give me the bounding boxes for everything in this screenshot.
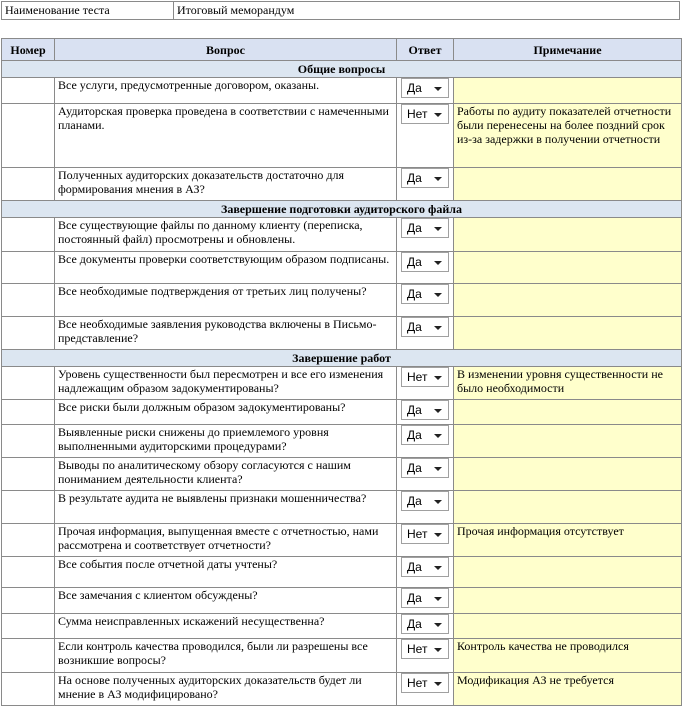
chevron-down-icon[interactable] [434, 648, 442, 652]
answer-cell [397, 588, 454, 614]
note-cell[interactable]: Модификация АЗ не требуется [454, 673, 682, 706]
chevron-down-icon[interactable] [434, 500, 442, 504]
section-title: Завершение работ [2, 350, 682, 367]
row-number-cell[interactable] [2, 588, 55, 614]
row-number-cell[interactable] [2, 104, 55, 168]
note-cell[interactable] [454, 284, 682, 317]
row-number-cell[interactable] [2, 400, 55, 425]
table-row [2, 252, 682, 284]
answer-cell [397, 491, 454, 524]
question-cell: Все замечания с клиентом обсуждены? [55, 588, 397, 614]
row-number-cell[interactable] [2, 284, 55, 317]
answer-value: Да [407, 221, 422, 235]
table-body [2, 61, 682, 706]
test-name-value[interactable]: Итоговый меморандум [177, 3, 295, 17]
note-cell[interactable] [454, 588, 682, 614]
section-row [2, 201, 682, 218]
question-cell: Сумма неисправленных искажений несущественна? [55, 614, 397, 639]
table-row [2, 639, 682, 673]
answer-cell [397, 218, 454, 252]
section-title: Общие вопросы [2, 61, 682, 78]
note-cell[interactable] [454, 78, 682, 104]
note-cell[interactable]: Контроль качества не проводился [454, 639, 682, 673]
row-number-cell[interactable] [2, 557, 55, 588]
table-row [2, 284, 682, 317]
section-row [2, 350, 682, 367]
question-cell: Выводы по аналитическому обзору согласуются с нашим пониманием деятельности клиента? [55, 458, 397, 491]
question-cell: Все события после отчетной даты учтены? [55, 557, 397, 588]
note-cell[interactable]: Прочая информация отсутствует [454, 524, 682, 557]
answer-cell [397, 78, 454, 104]
table-row [2, 524, 682, 557]
table-row [2, 78, 682, 104]
table-row [2, 458, 682, 491]
table-row [2, 425, 682, 458]
row-number-cell[interactable] [2, 425, 55, 458]
answer-value: Нет [407, 370, 428, 384]
question-cell: Все услуги, предусмотренные договором, оказаны. [55, 78, 397, 104]
question-cell: На основе полученных аудиторских доказательств будет ли мнение в АЗ модифицировано? [55, 673, 397, 706]
answer-select[interactable] [401, 252, 449, 272]
answer-select[interactable] [401, 491, 449, 511]
answer-cell [397, 104, 454, 168]
chevron-down-icon[interactable] [434, 177, 442, 181]
question-cell: Выявленные риски снижены до приемлемого уровня выполненными аудиторскими процедурами? [55, 425, 397, 458]
test-name-label: Наименование теста [2, 2, 174, 19]
section-row [2, 61, 682, 78]
note-cell[interactable] [454, 400, 682, 425]
answer-value: Да [407, 287, 422, 301]
answer-select[interactable] [401, 218, 449, 238]
answer-select[interactable] [401, 78, 449, 98]
row-number-cell[interactable] [2, 78, 55, 104]
answer-select[interactable] [401, 524, 449, 544]
answer-value: Да [407, 494, 422, 508]
answer-cell [397, 458, 454, 491]
answer-cell [397, 639, 454, 673]
question-cell: Если контроль качества проводился, были ли разрешены все возникшие вопросы? [55, 639, 397, 673]
col-header-number: Номер [2, 39, 55, 61]
answer-cell [397, 673, 454, 706]
col-header-note: Примечание [454, 39, 682, 61]
question-cell: Все документы проверки соответствующим образом подписаны. [55, 252, 397, 284]
answer-select[interactable] [401, 588, 449, 608]
note-cell[interactable]: В изменении уровня существенности не было необходимости [454, 367, 682, 400]
answer-select[interactable] [401, 367, 449, 387]
chevron-down-icon[interactable] [434, 566, 442, 570]
chevron-down-icon[interactable] [434, 597, 442, 601]
question-cell: Все необходимые заявления руководства включены в Письмо-представление? [55, 317, 397, 350]
answer-select[interactable] [401, 317, 449, 337]
note-cell[interactable] [454, 614, 682, 639]
chevron-down-icon[interactable] [434, 113, 442, 117]
chevron-down-icon[interactable] [434, 326, 442, 330]
answer-value: Нет [407, 527, 428, 541]
chevron-down-icon[interactable] [434, 682, 442, 686]
chevron-down-icon[interactable] [434, 533, 442, 537]
col-header-question: Вопрос [55, 39, 397, 61]
table-row [2, 673, 682, 706]
chevron-down-icon[interactable] [434, 227, 442, 231]
table-header-row [2, 39, 682, 61]
answer-value: Нет [407, 676, 428, 690]
row-number-cell[interactable] [2, 218, 55, 252]
row-number-cell[interactable] [2, 639, 55, 673]
note-cell[interactable] [454, 491, 682, 524]
chevron-down-icon[interactable] [434, 376, 442, 380]
question-cell: Все риски были должным образом задокументированы? [55, 400, 397, 425]
answer-select[interactable] [401, 614, 449, 634]
row-number-cell[interactable] [2, 458, 55, 491]
answer-select[interactable] [401, 284, 449, 304]
answer-value: Да [407, 617, 422, 631]
section-title: Завершение подготовки аудиторского файла [2, 201, 682, 218]
note-cell[interactable]: Работы по аудиту показателей отчетности были перенесены на более поздний срок из-за задержки в получении отчетности [454, 104, 682, 168]
answer-value: Нет [407, 107, 428, 121]
note-cell[interactable] [454, 317, 682, 350]
note-cell[interactable] [454, 218, 682, 252]
answer-value: Да [407, 560, 422, 574]
chevron-down-icon[interactable] [434, 623, 442, 627]
chevron-down-icon[interactable] [434, 261, 442, 265]
row-number-cell[interactable] [2, 491, 55, 524]
answer-cell [397, 400, 454, 425]
answer-select[interactable] [401, 557, 449, 577]
question-cell: В результате аудита не выявлены признаки мошенничества? [55, 491, 397, 524]
answer-select[interactable] [401, 639, 449, 659]
answer-select[interactable] [401, 425, 449, 445]
table-row [2, 614, 682, 639]
note-cell[interactable] [454, 458, 682, 491]
col-header-answer: Ответ [397, 39, 454, 61]
table-row [2, 104, 682, 168]
checklist-table [1, 38, 682, 706]
answer-select[interactable] [401, 673, 449, 693]
row-number-cell[interactable] [2, 367, 55, 400]
answer-cell [397, 367, 454, 400]
chevron-down-icon[interactable] [434, 87, 442, 91]
question-cell: Аудиторская проверка проведена в соответствии с намеченными планами. [55, 104, 397, 168]
row-number-cell[interactable] [2, 168, 55, 201]
question-cell: Уровень существенности был пересмотрен и все его изменения надлежащим образом задокументированы? [55, 367, 397, 400]
table-row [2, 588, 682, 614]
answer-select[interactable] [401, 458, 449, 478]
answer-value: Да [407, 320, 422, 334]
row-number-cell[interactable] [2, 673, 55, 706]
row-number-cell[interactable] [2, 252, 55, 284]
table-row [2, 317, 682, 350]
answer-select[interactable] [401, 400, 449, 420]
answer-cell [397, 252, 454, 284]
test-name-bar [1, 1, 680, 20]
question-cell: Все существующие файлы по данному клиенту (переписка, постоянный файл) просмотрены и обновлены. [55, 218, 397, 252]
answer-value: Да [407, 461, 422, 475]
answer-cell [397, 557, 454, 588]
table-row [2, 557, 682, 588]
answer-value: Да [407, 428, 422, 442]
table-row [2, 218, 682, 252]
chevron-down-icon[interactable] [434, 434, 442, 438]
answer-cell [397, 284, 454, 317]
answer-select[interactable] [401, 104, 449, 124]
answer-value: Да [407, 591, 422, 605]
answer-value: Да [407, 81, 422, 95]
note-cell[interactable] [454, 252, 682, 284]
row-number-cell[interactable] [2, 524, 55, 557]
question-cell: Все необходимые подтверждения от третьих лиц получены? [55, 284, 397, 317]
answer-cell [397, 614, 454, 639]
note-cell[interactable] [454, 168, 682, 201]
table-row [2, 491, 682, 524]
answer-select[interactable] [401, 168, 449, 188]
chevron-down-icon[interactable] [434, 293, 442, 297]
table-row [2, 400, 682, 425]
answer-value: Да [407, 403, 422, 417]
answer-cell [397, 168, 454, 201]
answer-value: Да [407, 255, 422, 269]
question-cell: Прочая информация, выпущенная вместе с отчетностью, нами рассмотрена и соответствует отчетности? [55, 524, 397, 557]
table-row [2, 367, 682, 400]
answer-cell [397, 524, 454, 557]
answer-value: Да [407, 171, 422, 185]
chevron-down-icon[interactable] [434, 467, 442, 471]
question-cell: Полученных аудиторских доказательств достаточно для формирования мнения в АЗ? [55, 168, 397, 201]
answer-cell [397, 425, 454, 458]
note-cell[interactable] [454, 425, 682, 458]
table-row [2, 168, 682, 201]
row-number-cell[interactable] [2, 317, 55, 350]
answer-value: Нет [407, 642, 428, 656]
answer-cell [397, 317, 454, 350]
chevron-down-icon[interactable] [434, 409, 442, 413]
row-number-cell[interactable] [2, 614, 55, 639]
note-cell[interactable] [454, 557, 682, 588]
